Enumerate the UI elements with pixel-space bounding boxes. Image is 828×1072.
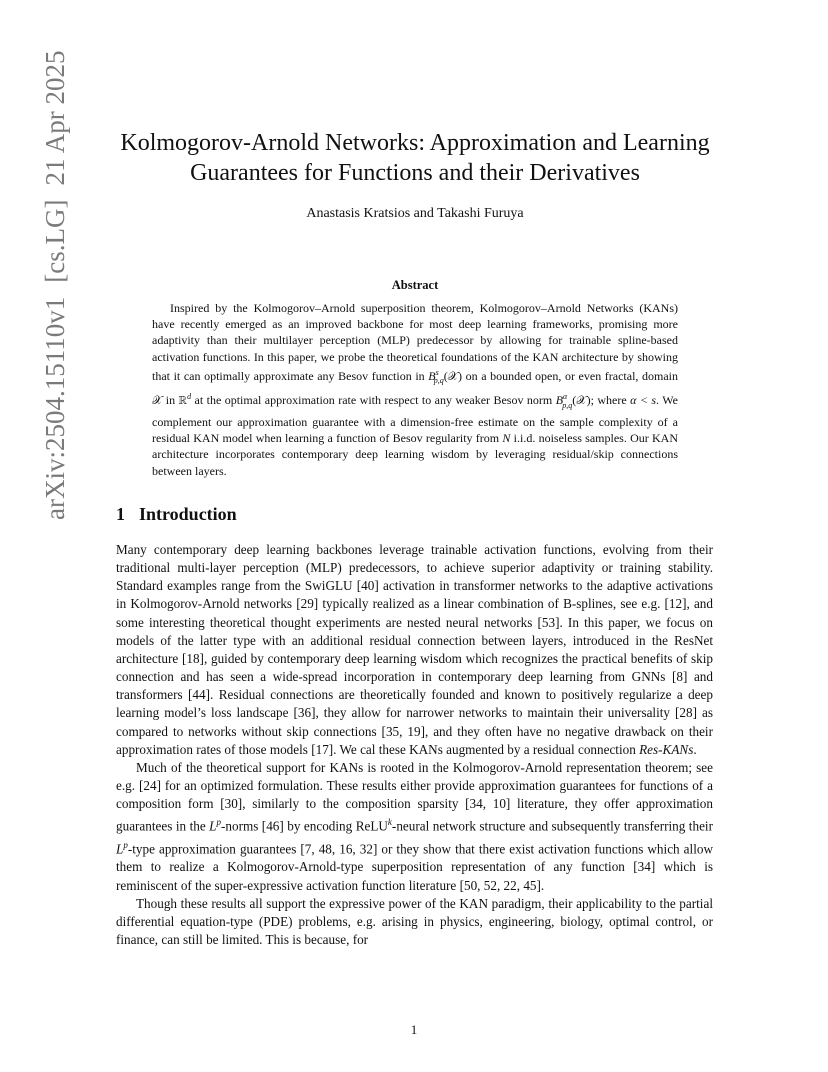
introduction-body [116,541,713,949]
section-heading [116,504,237,525]
section-number: 1 [116,504,125,524]
paper-authors: Anastasis Kratsios and Takashi Furuya [306,206,524,221]
intro-paragraph-1: Many contemporary deep learning backbones leverage trainable activation functions, evolving from their traditional multi-layer perception (MLP) predecessors, to achieve superior adaptivity or training stability. Standard examples range from the SwiGLU [40] activation in transformer networks to the adaptive activations in Kolmogorov-Arnold networks [29] typically realized as a linear combination of B-splines, see e.g. [12], and some interesting theoretical thought experiments are nested neural networks [53]. In this paper, we focus on models of the latter type with an additional residual connection between layers, introduced in the ResNet architecture [18], guided by contemporary deep learning wisdom which recognizes the practical benefits of skip connection and has seen a wide-spread incorporation in contemporary deep learning from GNNs [8] and transformers [44]. Residual connections are theoretically founded and known to positively regularize a deep learning model’s loss landscape [36], they allow for narrower networks to maintain their universality [28] as compared to networks without skip connections [35, 19], and they often have no negative drawback on their approximation rates of those models [17]. We cal these KANs augmented by a residual connection Res-KANs. [116,542,713,757]
paper-title: Kolmogorov-Arnold Networks: Approximation and Learning Guarantees for Functions and their Derivatives [120,130,710,186]
page-number: 1 [410,1022,418,1037]
arxiv-category: [cs.LG] [40,199,70,283]
arxiv-date: 21 Apr 2025 [40,50,70,186]
arxiv-identifier: arXiv:2504.15110v1 [40,296,70,520]
abstract-body: Inspired by the Kolmogorov–Arnold superposition theorem, Kolmogorov–Arnold Networks (KANs) have recently emerged as an improved backbone for most deep learning frameworks, promising more adaptivity than their multilayer perception (MLP) predecessor by allowing for trainable spline-based activation functions. In this paper, we probe the theoretical foundations of the KAN architecture by showing that it can optimally approximate any Besov function in $B^s_{p,q}(𝒳)$ on a bounded open, or even fractal, domain 𝒳 in ℝ$^d$ at the optimal approximation rate with respect to any weaker Besov norm $B^\alpha_{p,q}(𝒳)$; where α < s. We complement our approximation guarantee with a dimension-free estimate on the sample complexity of a residual KAN model when learning a function of Besov regularity from N i.i.d. noiseless samples. Our KAN architecture incorporates contemporary deep learning wisdom by leveraging residual/skip connections between layers. [152,301,679,478]
intro-paragraph-2: Much of the theoretical support for KANs is rooted in the Kolmogorov-Arnold representation theorem; see e.g. [24] for an optimized formulation. These results either provide approximation guarantees for functions of a composition form [30], similarly to the composition sparsity [34, 10] literature, they offer approximation guarantees in the $L^p$-norms [46] by encoding ReLU$^k$-neural network structure and subsequently transferring their $L^p$-type approximation guarantees [7, 48, 16, 32] or they show that there exist activation functions which allow them to realize a Kolmogorov-Arnold-type superposition representation of any function [34] which is reminiscent of the super-expressive activation function literature [50, 52, 22, 45]. [116,759,713,893]
intro-paragraph-3: Though these results all support the expressive power of the KAN paradigm, their applicability to the partial differential equation-type (PDE) problems, e.g. arising in physics, engineering, biology, optimal control, or finance, can still be limited. This is because, for [116,895,713,948]
section-title: Introduction [139,504,237,524]
abstract-heading: Abstract [391,278,439,292]
arxiv-sidebar-stamp [20,50,70,755]
arxiv-stamp-text [40,37,71,520]
